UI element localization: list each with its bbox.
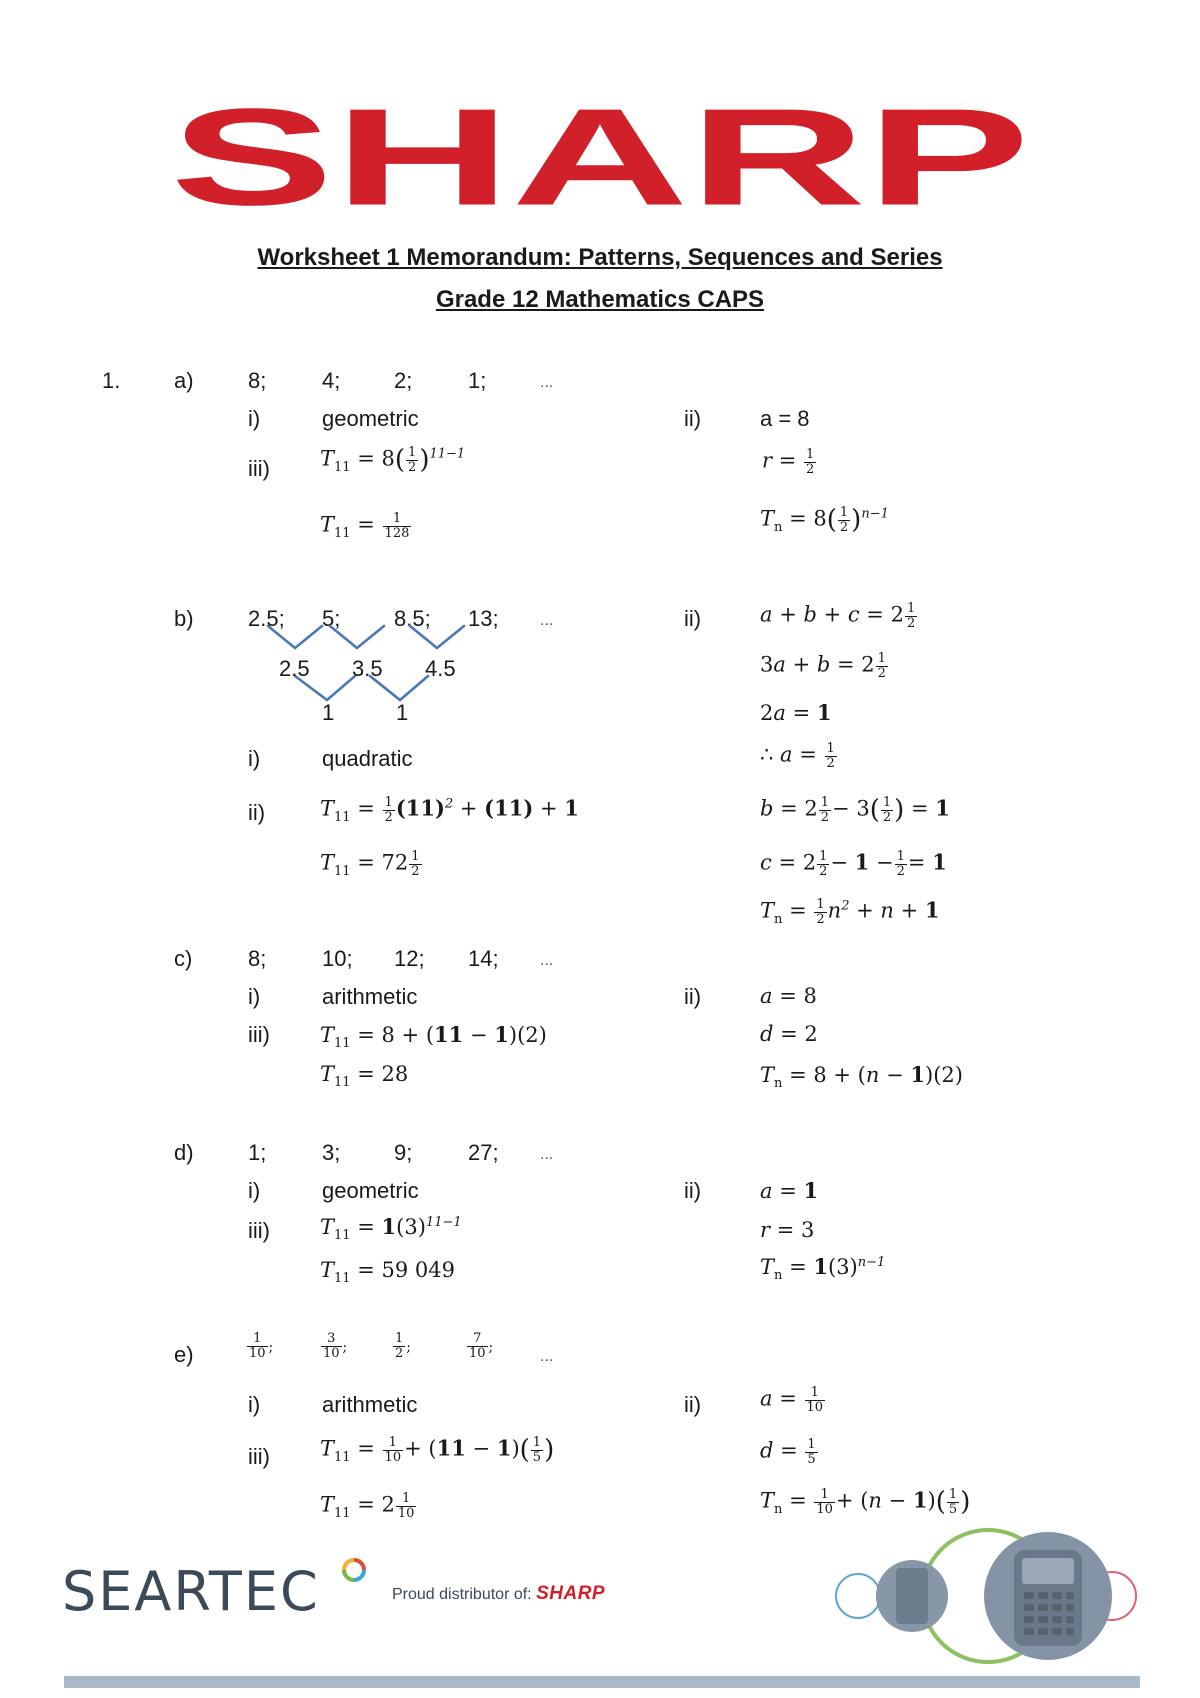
second-diff-1: 1 xyxy=(322,700,335,725)
part-b-term-2: 5; xyxy=(322,606,341,631)
diff-arrow-3 xyxy=(410,626,464,648)
part-e-term-4: $\frac{7}{10}$ ; xyxy=(469,1331,494,1361)
part-e-t11-value: $T_{11} = 2$ $\frac{1}{10}$ xyxy=(320,1491,415,1521)
part-d-ii-label: ii) xyxy=(684,1178,702,1203)
part-e-ellipsis: ... xyxy=(540,1348,554,1365)
part-b-c-value: c = 2 $\frac{1}{2}$ − 1 − $\frac{1}{2}$ = 1 xyxy=(760,849,947,879)
part-a-term-1: 8; xyxy=(248,368,267,393)
part-a-label: a) xyxy=(174,368,194,393)
part-b-term-4: 13; xyxy=(468,606,499,631)
part-a-iii-label: iii) xyxy=(248,456,270,481)
part-b-eq-1: a + b + c = 2 $\frac{1}{2}$ xyxy=(760,601,916,631)
part-e-ii-label: ii) xyxy=(684,1392,702,1417)
part-b-t11-value: $T_{11} = 72$ $\frac{1}{2}$ xyxy=(320,849,420,879)
question-number: 1. xyxy=(102,368,121,393)
part-b-eq-2: 3a + b = 2 $\frac{1}{2}$ xyxy=(760,651,886,681)
part-d-general-term: $T_n = 1(3)^{n-1}$ xyxy=(760,1254,886,1284)
part-e-first-term: a = $\frac{1}{10}$ xyxy=(760,1385,824,1415)
part-b-general-term: $T_n$ = $\frac{1}{2}$ $n^2 + n + 1$ xyxy=(760,897,940,927)
calculator-graphic xyxy=(830,1528,1150,1668)
part-a-i-label: i) xyxy=(248,406,261,431)
part-b-term-1: 2.5; xyxy=(248,606,285,631)
part-a-ii-label: ii) xyxy=(684,406,702,431)
part-e-term-3: $\frac{1}{2}$ ; xyxy=(395,1331,411,1361)
part-a-t11-expr: $T_{11} = 8$( $\frac{1}{2}$ )$^{11-1}$ xyxy=(320,445,466,476)
sharp-logo-text: SHARP xyxy=(170,88,1031,235)
second-diff-2: 1 xyxy=(396,700,409,725)
part-c-ellipsis: ... xyxy=(540,952,554,969)
part-a-i-answer: geometric xyxy=(322,406,419,431)
part-c-term-3: 12; xyxy=(394,946,425,971)
part-d-t11-value: $T_{11} = 59$ 049 xyxy=(320,1258,456,1287)
part-e-i-label: i) xyxy=(248,1392,261,1417)
part-d-term-3: 9; xyxy=(394,1140,413,1165)
part-a-ellipsis: ... xyxy=(540,374,554,391)
part-a-term-3: 2; xyxy=(394,368,413,393)
part-c-iii-label: iii) xyxy=(248,1022,270,1047)
part-d-ellipsis: ... xyxy=(540,1146,554,1163)
part-d-t11-expr: $T_{11} = 1(3)^{11-1}$ xyxy=(320,1214,462,1244)
part-b-b-value: b = 2 $\frac{1}{2}$ − 3( $\frac{1}{2}$ ) = 1 xyxy=(760,795,950,826)
part-b-ii-label: ii) xyxy=(248,800,266,825)
part-a-ii-answer: a = 8 xyxy=(760,406,810,431)
part-e-i-answer: arithmetic xyxy=(322,1392,418,1417)
part-b-ellipsis: ... xyxy=(540,612,554,629)
part-a-term-4: 1; xyxy=(468,368,487,393)
part-c-general-term: $T_n = 8 + (n - 1)(2)$ xyxy=(760,1062,963,1092)
part-e-term-1: $\frac{1}{10}$ ; xyxy=(249,1331,274,1361)
part-b-i-answer: quadratic xyxy=(322,746,413,771)
part-c-t11-expr: $T_{11} = 8 + (11 - 1)(2)$ xyxy=(320,1022,547,1052)
part-e-term-2: $\frac{3}{10}$ ; xyxy=(323,1331,348,1361)
part-b-label: b) xyxy=(174,606,194,631)
first-diff-1: 2.5 xyxy=(279,656,310,681)
part-d-ratio: r = 3 xyxy=(760,1218,815,1242)
part-c-term-4: 14; xyxy=(468,946,499,971)
part-b-eq-3: 2a = 1 xyxy=(760,700,832,725)
part-c-first-term: a = 8 xyxy=(760,984,817,1008)
part-b-right-label: ii) xyxy=(684,606,702,631)
part-a-general-term: $T_n = 8$( $\frac{1}{2}$ )$^{n-1}$ xyxy=(760,505,889,536)
worksheet-subtitle: Grade 12 Mathematics CAPS xyxy=(435,286,765,313)
part-a-term-2: 4; xyxy=(322,368,341,393)
part-c-label: c) xyxy=(174,946,193,971)
seartec-logo: SEARTEC xyxy=(62,1560,320,1623)
part-d-label: d) xyxy=(174,1140,194,1165)
diff-arrow-2 xyxy=(330,626,384,648)
part-c-term-2: 10; xyxy=(322,946,353,971)
worksheet-title: Worksheet 1 Memorandum: Patterns, Sequences and Series xyxy=(257,244,943,271)
part-b-i-label: i) xyxy=(248,746,261,771)
part-c-i-label: i) xyxy=(248,984,261,1009)
part-d-i-answer: geometric xyxy=(322,1178,419,1203)
part-d-term-1: 1; xyxy=(248,1140,267,1165)
part-a-ratio: r = $\frac{1}{2}$ xyxy=(762,447,815,477)
part-b-t11-expr: $T_{11}$ = $\frac{1}{2}$ $(11)^2 + (11) + 1$ xyxy=(320,795,579,825)
sharp-logo xyxy=(160,88,1040,238)
part-c-difference: d = 2 xyxy=(760,1022,818,1046)
first-diff-3: 4.5 xyxy=(425,656,456,681)
first-diff-2: 3.5 xyxy=(352,656,383,681)
part-d-term-2: 3; xyxy=(322,1140,341,1165)
part-c-ii-label: ii) xyxy=(684,984,702,1009)
part-e-difference: d = $\frac{1}{5}$ xyxy=(760,1437,816,1467)
part-c-i-answer: arithmetic xyxy=(322,984,418,1009)
part-b-term-3: 8.5; xyxy=(394,606,431,631)
part-d-iii-label: iii) xyxy=(248,1218,270,1243)
part-a-t11-value: $T_{11}$ = $\frac{1}{128}$ xyxy=(320,511,410,541)
part-e-label: e) xyxy=(174,1342,194,1367)
part-c-term-1: 8; xyxy=(248,946,267,971)
distributor-tagline: Proud distributor of: SHARP xyxy=(392,1583,606,1604)
seartec-logo-mark xyxy=(340,1556,368,1584)
part-d-term-4: 27; xyxy=(468,1140,499,1165)
footer-bar xyxy=(64,1676,1140,1688)
part-d-i-label: i) xyxy=(248,1178,261,1203)
diff-arrow-1 xyxy=(268,626,322,648)
sharp-footer-logo: SHARP xyxy=(536,1583,606,1604)
part-b-a-value: ∴ a = $\frac{1}{2}$ xyxy=(760,741,835,771)
part-e-general-term: $T_n$ = $\frac{1}{10}$ + (n − 1)( $\frac{1}{5}$ ) xyxy=(760,1487,971,1518)
part-d-first-term: a = 1 xyxy=(760,1178,819,1203)
part-c-t11-value: $T_{11} = 28$ xyxy=(320,1062,409,1091)
part-e-t11-expr: $T_{11}$ = $\frac{1}{10}$ + (11 − 1)( $\frac{1}{5}$ ) xyxy=(320,1435,555,1466)
part-e-iii-label: iii) xyxy=(248,1444,270,1469)
